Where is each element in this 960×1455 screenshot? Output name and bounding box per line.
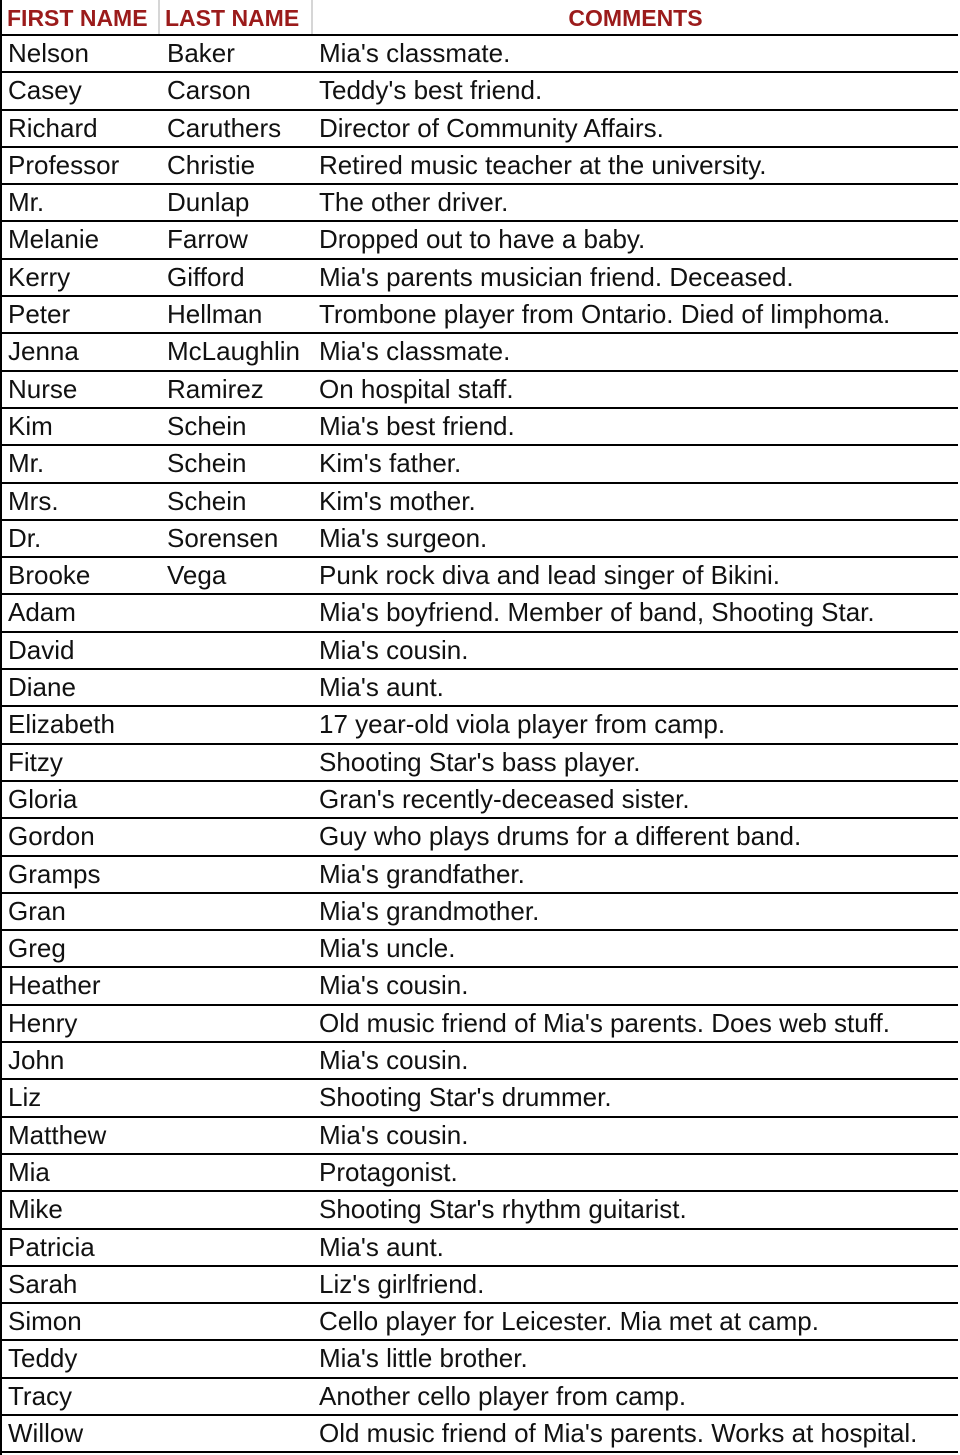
comments-cell: Kim's father. <box>319 448 462 479</box>
table-row <box>2 1230 958 1267</box>
comments-cell: Kim's mother. <box>319 485 476 516</box>
last-name-cell: Schein <box>167 485 247 516</box>
last-name-cell <box>160 1155 313 1190</box>
last-name-cell <box>160 1043 313 1078</box>
table-row <box>2 1118 958 1155</box>
comments-cell: 17 year-old viola player from camp. <box>319 709 726 740</box>
first-name-cell: Mr. <box>8 448 45 479</box>
first-name-cell: Teddy <box>8 1343 78 1374</box>
table-row <box>2 968 958 1005</box>
table-row <box>2 36 958 73</box>
last-name-cell <box>160 1304 313 1339</box>
comments-cell: Mia's classmate. <box>319 38 511 68</box>
comments-cell: Liz's girlfriend. <box>319 1268 485 1299</box>
first-name-cell: Willow <box>8 1417 84 1448</box>
last-name-cell: Baker <box>167 38 235 68</box>
table-row <box>2 484 958 521</box>
comments-cell: On hospital staff. <box>319 373 514 404</box>
comments-cell: Mia's parents musician friend. Deceased. <box>319 261 794 292</box>
first-name-cell: Mrs. <box>8 485 59 516</box>
comments-cell: Punk rock diva and lead singer of Bikini. <box>319 560 781 591</box>
first-name-cell: Melanie <box>8 224 100 255</box>
comments-cell: Mia's little brother. <box>319 1343 528 1374</box>
first-name-cell: John <box>8 1045 65 1076</box>
last-name-cell: Carson <box>167 75 251 106</box>
table-row <box>2 670 958 707</box>
comments-cell: Protagonist. <box>319 1156 458 1187</box>
comments-cell: Mia's cousin. <box>319 1045 469 1076</box>
first-name-cell: Mr. <box>8 187 45 218</box>
comments-cell: Director of Community Affairs. <box>319 112 664 143</box>
table-row <box>2 222 958 259</box>
last-name-cell <box>160 1006 313 1041</box>
comments-cell: Mia's grandfather. <box>319 858 525 889</box>
first-name-cell: Simon <box>8 1306 82 1337</box>
comments-cell: Shooting Star's bass player. <box>319 746 641 777</box>
last-name-cell <box>160 1080 313 1115</box>
first-name-cell: Peter <box>8 299 71 330</box>
first-name-cell: Patricia <box>8 1231 95 1262</box>
last-name-cell <box>160 931 313 966</box>
last-name-cell: Sorensen <box>167 522 279 553</box>
table-row <box>2 558 958 595</box>
first-name-cell: Greg <box>8 933 66 964</box>
last-name-cell <box>160 968 313 1003</box>
last-name-cell <box>160 1416 313 1451</box>
comments-cell: Dropped out to have a baby. <box>319 224 646 255</box>
last-name-cell: McLaughlin <box>167 336 300 367</box>
comments-cell: Mia's uncle. <box>319 933 456 964</box>
table-row <box>2 73 958 110</box>
first-name-cell: Dr. <box>8 522 42 553</box>
last-name-cell <box>160 1118 313 1153</box>
comments-cell: Mia's aunt. <box>319 1231 444 1262</box>
table-row <box>2 260 958 297</box>
header-first-name: FIRST NAME <box>2 0 160 34</box>
last-name-cell: Ramirez <box>167 373 264 404</box>
first-name-cell: Gramps <box>8 858 101 889</box>
first-name-cell: Mike <box>8 1194 63 1225</box>
last-name-cell: Hellman <box>167 299 263 330</box>
table-row <box>2 1304 958 1341</box>
first-name-cell: Elizabeth <box>8 709 115 740</box>
table-row <box>2 1416 958 1453</box>
last-name-cell <box>160 1192 313 1227</box>
last-name-cell <box>160 745 313 780</box>
comments-cell: Shooting Star's rhythm guitarist. <box>319 1194 687 1225</box>
last-name-cell: Gifford <box>167 261 245 292</box>
comments-cell: Cello player for Leicester. Mia met at camp. <box>319 1306 819 1337</box>
last-name-cell <box>160 1379 313 1414</box>
last-name-cell <box>160 782 313 817</box>
first-name-cell: Fitzy <box>8 746 63 777</box>
comments-cell: Mia's boyfriend. Member of band, Shooting Star. <box>319 597 875 628</box>
last-name-cell <box>160 595 313 630</box>
last-name-cell: Schein <box>167 410 247 441</box>
comments-cell: Old music friend of Mia's parents. Does web stuff. <box>319 1007 890 1038</box>
first-name-cell: Diane <box>8 672 76 703</box>
first-name-cell: Gloria <box>8 783 78 814</box>
first-name-cell: Henry <box>8 1007 78 1038</box>
table-row <box>2 819 958 856</box>
table-row <box>2 297 958 334</box>
first-name-cell: Richard <box>8 112 98 143</box>
last-name-cell <box>160 633 313 668</box>
table-row <box>2 782 958 819</box>
table-row <box>2 409 958 446</box>
last-name-cell: Caruthers <box>167 112 282 143</box>
table-row <box>2 1006 958 1043</box>
table-row <box>2 1043 958 1080</box>
last-name-cell: Christie <box>167 149 256 180</box>
table-row <box>2 372 958 409</box>
last-name-cell: Dunlap <box>167 187 250 218</box>
comments-cell: Old music friend of Mia's parents. Works at hospital. <box>319 1417 918 1448</box>
last-name-cell: Farrow <box>167 224 248 255</box>
comments-cell: Mia's cousin. <box>319 970 469 1001</box>
table-row <box>2 707 958 744</box>
comments-cell: Trombone player from Ontario. Died of limphoma. <box>319 299 891 330</box>
comments-cell: Guy who plays drums for a different band. <box>319 821 802 852</box>
last-name-cell <box>160 857 313 892</box>
comments-cell: Mia's grandmother. <box>319 895 540 926</box>
comments-cell: Teddy's best friend. <box>319 75 543 106</box>
first-name-cell: Heather <box>8 970 101 1001</box>
comments-cell: Retired music teacher at the university. <box>319 149 767 180</box>
table-row <box>2 1341 958 1378</box>
table-row <box>2 894 958 931</box>
last-name-cell <box>160 1341 313 1376</box>
table-row <box>2 1267 958 1304</box>
table-row <box>2 334 958 371</box>
last-name-cell: Schein <box>167 448 247 479</box>
table-row <box>2 931 958 968</box>
header-last-name: LAST NAME <box>160 0 313 34</box>
table-row <box>2 185 958 222</box>
comments-cell: Gran's recently-deceased sister. <box>319 783 690 814</box>
table-row <box>2 595 958 632</box>
first-name-cell: Gordon <box>8 821 95 852</box>
first-name-cell: Liz <box>8 1082 42 1113</box>
comments-cell: Mia's best friend. <box>319 410 515 441</box>
last-name-cell <box>160 707 313 742</box>
first-name-cell: Tracy <box>8 1380 73 1411</box>
comments-cell: Mia's cousin. <box>319 1119 469 1150</box>
table-row <box>2 521 958 558</box>
table-row <box>2 1379 958 1416</box>
last-name-cell <box>160 1230 313 1265</box>
table-header <box>2 0 958 36</box>
first-name-cell: Kim <box>8 410 53 441</box>
table-row <box>2 745 958 782</box>
last-name-cell <box>160 670 313 705</box>
first-name-cell: Brooke <box>8 560 91 591</box>
comments-cell: Another cello player from camp. <box>319 1380 687 1411</box>
first-name-cell: Nurse <box>8 373 78 404</box>
comments-cell: Mia's surgeon. <box>319 522 488 553</box>
comments-cell: The other driver. <box>319 187 509 218</box>
table-row <box>2 1080 958 1117</box>
first-name-cell: Sarah <box>8 1268 78 1299</box>
table-row <box>2 148 958 185</box>
table-row <box>2 857 958 894</box>
table-row <box>2 446 958 483</box>
first-name-cell: Matthew <box>8 1119 107 1150</box>
table-body <box>2 36 958 1453</box>
first-name-cell: Jenna <box>8 336 79 367</box>
table-row <box>2 111 958 148</box>
comments-cell: Shooting Star's drummer. <box>319 1082 612 1113</box>
first-name-cell: Kerry <box>8 261 71 292</box>
last-name-cell <box>160 819 313 854</box>
first-name-cell: Professor <box>8 149 120 180</box>
first-name-cell: Gran <box>8 895 66 926</box>
first-name-cell: David <box>8 634 75 665</box>
table-row <box>2 1155 958 1192</box>
last-name-cell: Vega <box>167 560 227 591</box>
first-name-cell: Adam <box>8 597 76 628</box>
table-row <box>2 633 958 670</box>
first-name-cell: Casey <box>8 75 82 106</box>
table-row <box>2 1192 958 1229</box>
last-name-cell <box>160 1267 313 1302</box>
comments-cell: Mia's cousin. <box>319 634 469 665</box>
header-comments: COMMENTS <box>568 5 703 31</box>
last-name-cell <box>160 894 313 929</box>
first-name-cell: Mia <box>8 1156 50 1187</box>
comments-cell: Mia's aunt. <box>319 672 444 703</box>
first-name-cell: Nelson <box>8 38 89 68</box>
comments-cell: Mia's classmate. <box>319 336 511 367</box>
